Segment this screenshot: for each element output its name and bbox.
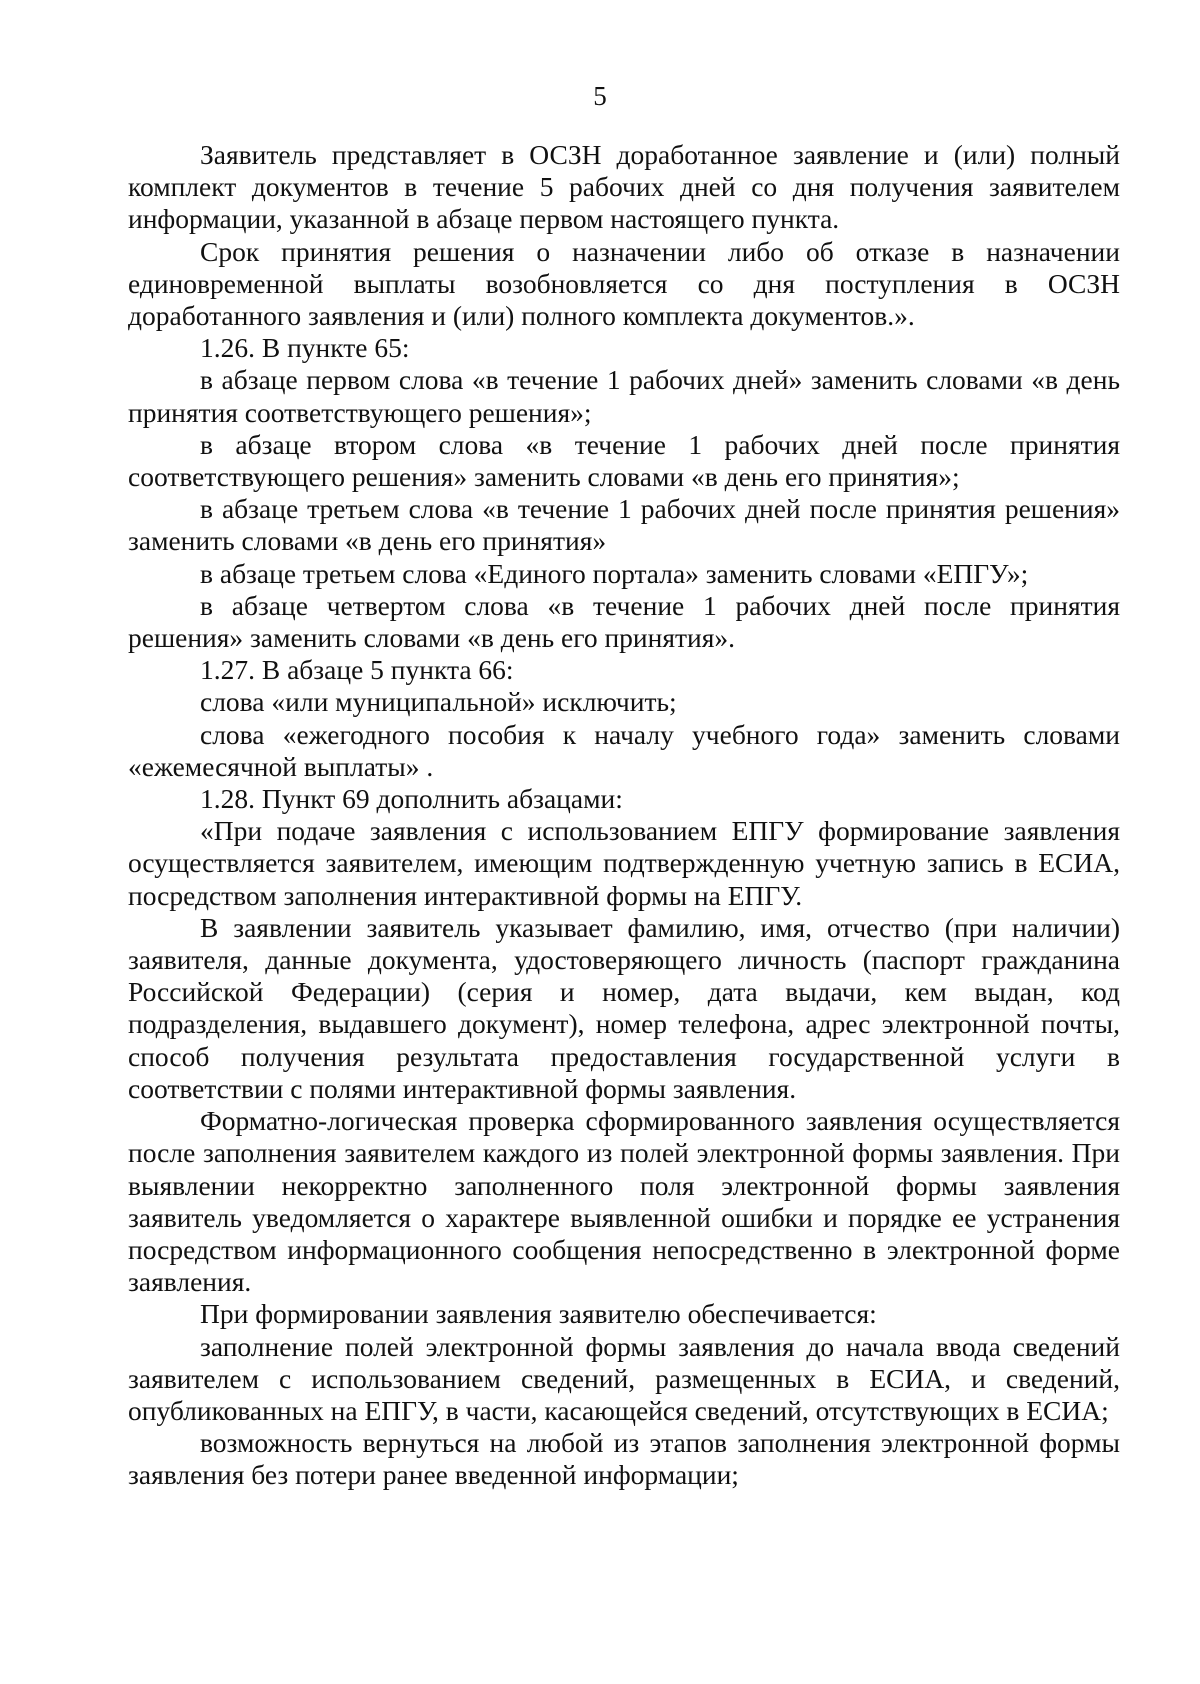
paragraph: Заявитель представляет в ОСЗН доработанное заявление и (или) полный комплект документов в течение 5 рабочих дней со дня получения заявителем информации, указанной в абзаце первом настоящего пункта. xyxy=(128,139,1120,235)
paragraph: При формировании заявления заявителю обеспечивается: xyxy=(200,1298,877,1330)
paragraph: 1.28. Пункт 69 дополнить абзацами: xyxy=(200,783,623,815)
paragraph: слова «или муниципальной» исключить; xyxy=(200,686,677,718)
paragraph: слова «ежегодного пособия к началу учебного года» заменить словами «ежемесячной выплаты» . xyxy=(128,718,1120,782)
page-number: 5 xyxy=(593,81,607,111)
paragraph: в абзаце третьем слова «Единого портала» заменить словами «ЕПГУ»; xyxy=(200,557,1029,589)
document-body xyxy=(128,139,1120,1492)
paragraph: в абзаце втором слова «в течение 1 рабочих дней после принятия соответствующего решения» заменить словами «в день его принятия»; xyxy=(128,428,1120,493)
paragraph: Срок принятия решения о назначении либо об отказе в назначении единовременной выплаты возобновляется со дня поступления в ОСЗН доработанного заявления и (или) полного комплекта документов.». xyxy=(128,235,1120,332)
paragraph: Форматно-логическая проверка сформированного заявления осуществляется после заполнения заявителем каждого из полей электронной формы заявления. При выявлении некорректно заполненного поля электронной формы заявления заявитель уведомляется о характере выявленной ошибки и порядке ее устранения посредством информационного сообщения непосредственно в электронной форме заявления. xyxy=(128,1105,1120,1298)
paragraph: «При подаче заявления с использованием ЕПГУ формирование заявления осуществляется заявителем, имеющим подтвержденную учетную запись в ЕСИА, посредством заполнения интерактивной формы на ЕПГУ. xyxy=(128,815,1120,911)
paragraph: заполнение полей электронной формы заявления до начала ввода сведений заявителем с использованием сведений, размещенных в ЕСИА, и сведений, опубликованных на ЕПГУ, в части, касающейся сведений, отсутствующих в ЕСИА; xyxy=(128,1330,1120,1426)
paragraph: 1.27. В абзаце 5 пункта 66: xyxy=(200,654,514,686)
paragraph: возможность вернуться на любой из этапов заполнения электронной формы заявления без потери ранее введенной информации; xyxy=(128,1427,1120,1491)
paragraph: В заявлении заявитель указывает фамилию, имя, отчество (при наличии) заявителя, данные документа, удостоверяющего личность (паспорт гражданина Российской Федерации) (серия и номер, дата выдачи, кем выдан, код подразделения, выдавшего документ), номер телефона, адрес электронной почты, способ получения результата предоставления государственной услуги в соответствии с полями интерактивной формы заявления. xyxy=(128,911,1120,1104)
paragraph: 1.26. В пункте 65: xyxy=(200,332,410,364)
paragraph: в абзаце третьем слова «в течение 1 рабочих дней после принятия решения» заменить словами «в день его принятия» xyxy=(128,493,1120,557)
paragraph: в абзаце первом слова «в течение 1 рабочих дней» заменить словами «в день принятия соответствующего решения»; xyxy=(128,364,1120,428)
paragraph: в абзаце четвертом слова «в течение 1 рабочих дней после принятия решения» заменить словами «в день его принятия». xyxy=(128,589,1120,654)
